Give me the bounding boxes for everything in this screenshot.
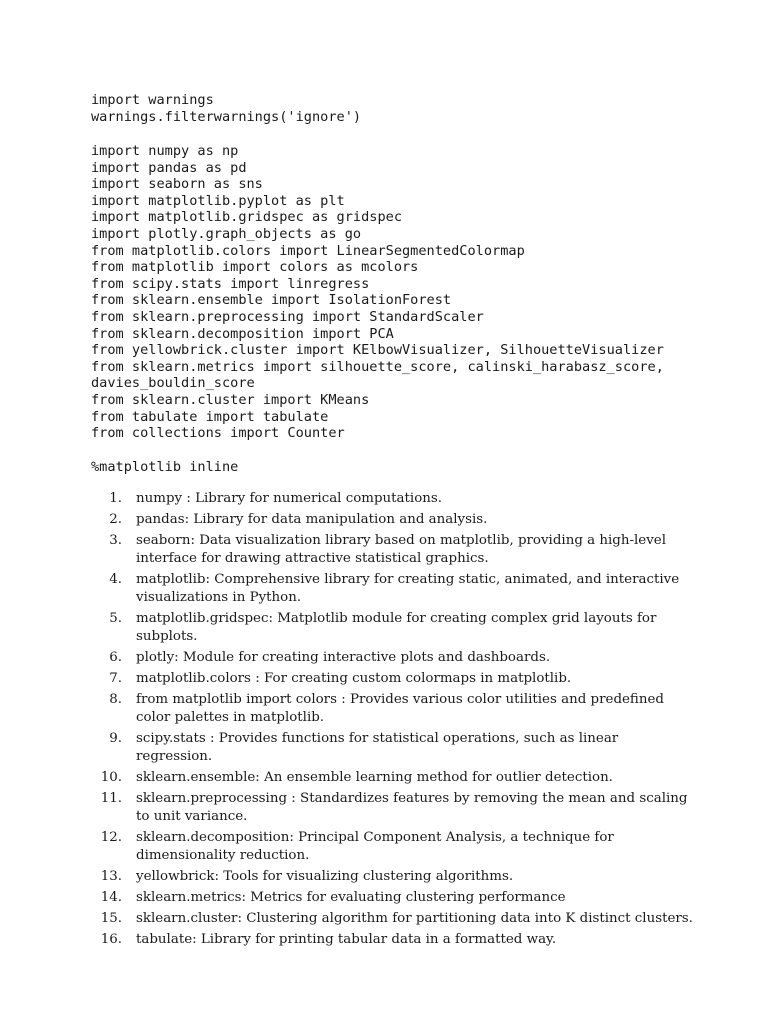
code-block-imports <box>91 143 664 442</box>
list-item <box>0 490 768 508</box>
list-item-number: 11. <box>100 791 122 806</box>
code-line: from matplotlib import colors as mcolors <box>91 259 419 276</box>
list-item-number: 12. <box>100 830 122 845</box>
code-line: %matplotlib inline <box>91 459 239 475</box>
list-item-number: 2. <box>109 512 122 527</box>
list-item-text: matplotlib.colors : For creating custom colormaps in matplotlib. <box>136 671 572 686</box>
list-item-number: 14. <box>100 890 122 905</box>
list-item-text: sklearn.metrics: Metrics for evaluating clustering performance <box>136 890 566 905</box>
code-line: from yellowbrick.cluster import KElbowVisualizer, SilhouetteVisualizer <box>91 342 664 359</box>
list-item-text: sklearn.cluster: Clustering algorithm for partitioning data into K distinct clusters. <box>136 911 693 926</box>
list-item-number: 9. <box>109 731 122 746</box>
code-line: from scipy.stats import linregress <box>91 275 370 292</box>
code-line: import warnings <box>91 92 214 108</box>
list-item-number: 8. <box>109 692 122 707</box>
code-line: from sklearn.metrics import silhouette_score, calinski_harabasz_score, <box>91 358 664 375</box>
code-line: import pandas as pd <box>91 159 247 176</box>
list-item <box>0 691 768 727</box>
list-item-number: 13. <box>100 869 122 884</box>
code-block-magic <box>91 459 238 476</box>
list-item-number: 5. <box>109 611 122 626</box>
list-item <box>0 730 768 766</box>
code-line: import matplotlib.gridspec as gridspec <box>91 209 402 226</box>
list-item <box>0 649 768 667</box>
list-item <box>0 532 768 568</box>
code-line: import seaborn as sns <box>91 176 263 193</box>
code-line: from sklearn.ensemble import IsolationForest <box>91 292 452 309</box>
list-item-number: 6. <box>109 650 122 665</box>
code-block-warnings <box>91 92 361 125</box>
code-line: from sklearn.preprocessing import StandardScaler <box>91 308 484 325</box>
list-item <box>0 910 768 928</box>
code-line: from tabulate import tabulate <box>91 408 329 425</box>
list-item <box>0 829 768 865</box>
list-item <box>0 931 768 949</box>
list-item-text: from matplotlib import colors : Provides various color utilities and predefined color palettes in matplotlib. <box>136 692 664 725</box>
list-item <box>0 610 768 646</box>
code-line: import matplotlib.pyplot as plt <box>91 192 345 209</box>
list-item-number: 10. <box>100 770 122 785</box>
list-item-number: 16. <box>100 932 122 947</box>
list-item-text: scipy.stats : Provides functions for statistical operations, such as linear regression. <box>136 731 619 764</box>
list-item-text: seaborn: Data visualization library based on matplotlib, providing a high-level interface for drawing attractive statistical graphics. <box>136 533 666 566</box>
code-line: from collections import Counter <box>91 425 345 442</box>
code-line: import numpy as np <box>91 143 239 159</box>
list-item-text: numpy : Library for numerical computations. <box>136 491 443 506</box>
list-item-text: plotly: Module for creating interactive plots and dashboards. <box>136 650 551 665</box>
list-item <box>0 889 768 907</box>
list-item-text: sklearn.ensemble: An ensemble learning method for outlier detection. <box>136 770 613 785</box>
list-item-text: tabulate: Library for printing tabular data in a formatted way. <box>136 932 557 947</box>
list-item-number: 3. <box>109 533 122 548</box>
code-line: import plotly.graph_objects as go <box>91 225 362 242</box>
list-item-number: 4. <box>109 572 122 587</box>
code-line: from sklearn.decomposition import PCA <box>91 325 394 342</box>
list-item <box>0 670 768 688</box>
list-item <box>0 769 768 787</box>
list-item-number: 1. <box>109 491 122 506</box>
list-item-number: 7. <box>109 671 122 686</box>
code-line: davies_bouldin_score <box>91 375 255 392</box>
list-item <box>0 511 768 529</box>
list-item-text: sklearn.preprocessing : Standardizes features by removing the mean and scaling to unit variance. <box>136 791 688 824</box>
list-item-text: pandas: Library for data manipulation and analysis. <box>136 512 488 527</box>
list-item <box>0 868 768 886</box>
code-line: from sklearn.cluster import KMeans <box>91 391 370 408</box>
list-item <box>0 790 768 826</box>
list-item-text: sklearn.decomposition: Principal Component Analysis, a technique for dimensionality reduction. <box>136 830 614 863</box>
library-description-list <box>0 490 768 952</box>
code-line: warnings.filterwarnings('ignore') <box>91 108 362 125</box>
list-item-text: yellowbrick: Tools for visualizing clustering algorithms. <box>136 869 514 884</box>
list-item <box>0 571 768 607</box>
list-item-number: 15. <box>100 911 122 926</box>
list-item-text: matplotlib.gridspec: Matplotlib module for creating complex grid layouts for subplots. <box>136 611 657 644</box>
code-line: from matplotlib.colors import LinearSegmentedColormap <box>91 242 525 259</box>
list-item-text: matplotlib: Comprehensive library for creating static, animated, and interactive visualizations in Python. <box>136 572 680 605</box>
